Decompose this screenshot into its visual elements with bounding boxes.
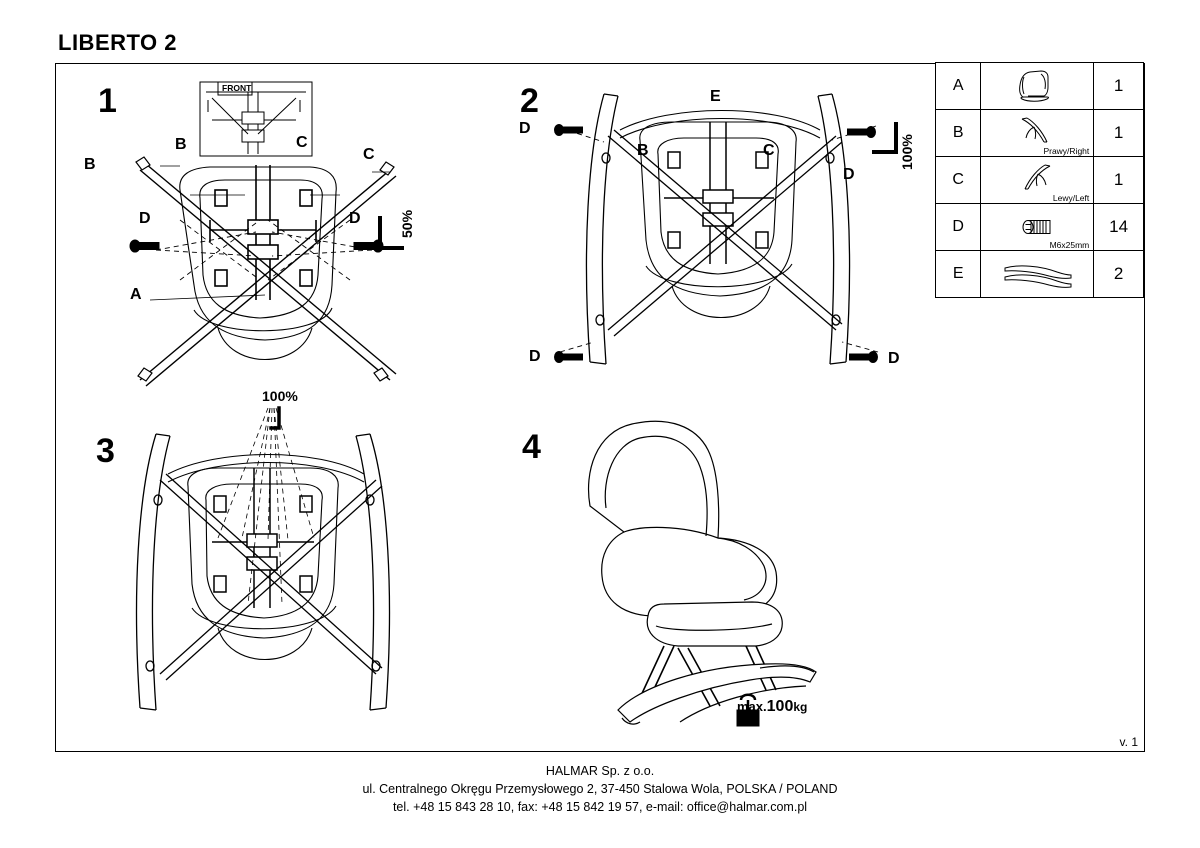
- step-1-label-b-left: B: [84, 156, 96, 173]
- step-1-label-a: A: [130, 286, 142, 303]
- step-2-label-d-topright: D: [843, 166, 855, 183]
- footer-address: ul. Centralnego Okręgu Przemysłowego 2, 37-450 Stalowa Wola, POLSKA / POLAND: [362, 782, 838, 797]
- footer-contact: tel. +48 15 843 28 10, fax: +48 15 842 19 57, e-mail: office@halmar.com.pl: [392, 800, 808, 815]
- part-caption: M6x25mm: [1049, 239, 1090, 250]
- step-3-diagram: [118, 408, 418, 738]
- bolt-icon: [981, 204, 1094, 251]
- table-row: [936, 157, 1144, 204]
- part-letter: E: [936, 251, 981, 298]
- part-qty: 2: [1094, 251, 1144, 298]
- bolt-icon: [840, 345, 880, 369]
- bolt-icon: [128, 234, 168, 258]
- step-1-label-b-inner: B: [175, 136, 187, 153]
- front-label: FRONT: [222, 83, 252, 93]
- step-2-label-b: B: [637, 142, 649, 159]
- step-3-number: 3: [96, 432, 115, 470]
- part-caption: Prawy/Right: [1043, 145, 1090, 156]
- rocker-rail-left-icon: [981, 157, 1094, 204]
- page-title: LIBERTO 2: [58, 30, 178, 55]
- table-row: [936, 204, 1144, 251]
- step-1-label-c-right: C: [363, 146, 375, 163]
- rocker-rail-right-icon: [981, 110, 1094, 157]
- step-3-torque: 100%: [262, 388, 298, 404]
- allen-key-icon: [868, 118, 902, 164]
- step-2-number: 2: [520, 82, 539, 120]
- step-1-label-c-inner: C: [296, 134, 308, 151]
- step-1-torque: 50%: [399, 209, 415, 238]
- part-letter: B: [936, 110, 981, 157]
- step-2-label-e: E: [710, 88, 721, 105]
- table-row: [936, 251, 1144, 298]
- table-row: [936, 63, 1144, 110]
- step-1-number: 1: [98, 82, 117, 120]
- footer: [0, 762, 1200, 816]
- parts-table: [935, 62, 1144, 298]
- step-2-label-d-botleft: D: [529, 348, 541, 365]
- part-qty: 1: [1094, 63, 1144, 110]
- bolt-icon: [552, 118, 592, 142]
- max-load-value: 100: [766, 698, 794, 715]
- max-load-unit: kg: [793, 700, 808, 714]
- step-2-label-d-topleft: D: [519, 120, 531, 137]
- step-4-number: 4: [522, 428, 541, 466]
- part-qty: 14: [1094, 204, 1144, 251]
- footer-company: HALMAR Sp. z o.o.: [545, 764, 655, 778]
- step-1-label-d-left: D: [139, 210, 151, 227]
- step-2-label-d-botright: D: [888, 350, 900, 367]
- part-letter: A: [936, 63, 981, 110]
- bolt-icon: [552, 345, 592, 369]
- part-qty: 1: [1094, 157, 1144, 204]
- armchair-shell-icon: [981, 63, 1094, 110]
- part-letter: C: [936, 157, 981, 204]
- max-load-prefix: max.: [737, 699, 767, 714]
- cross-brace-icon: [981, 251, 1094, 298]
- step-4-diagram: [560, 410, 880, 730]
- version-label: v. 1: [1119, 735, 1138, 749]
- max-load-label: [737, 698, 807, 716]
- step-2-label-c: C: [763, 142, 775, 159]
- step-1-label-d-right: D: [349, 210, 361, 227]
- table-row: [936, 110, 1144, 157]
- part-caption: Lewy/Left: [1052, 192, 1090, 203]
- part-qty: 1: [1094, 110, 1144, 157]
- step-2-torque: 100%: [899, 134, 915, 170]
- part-letter: D: [936, 204, 981, 251]
